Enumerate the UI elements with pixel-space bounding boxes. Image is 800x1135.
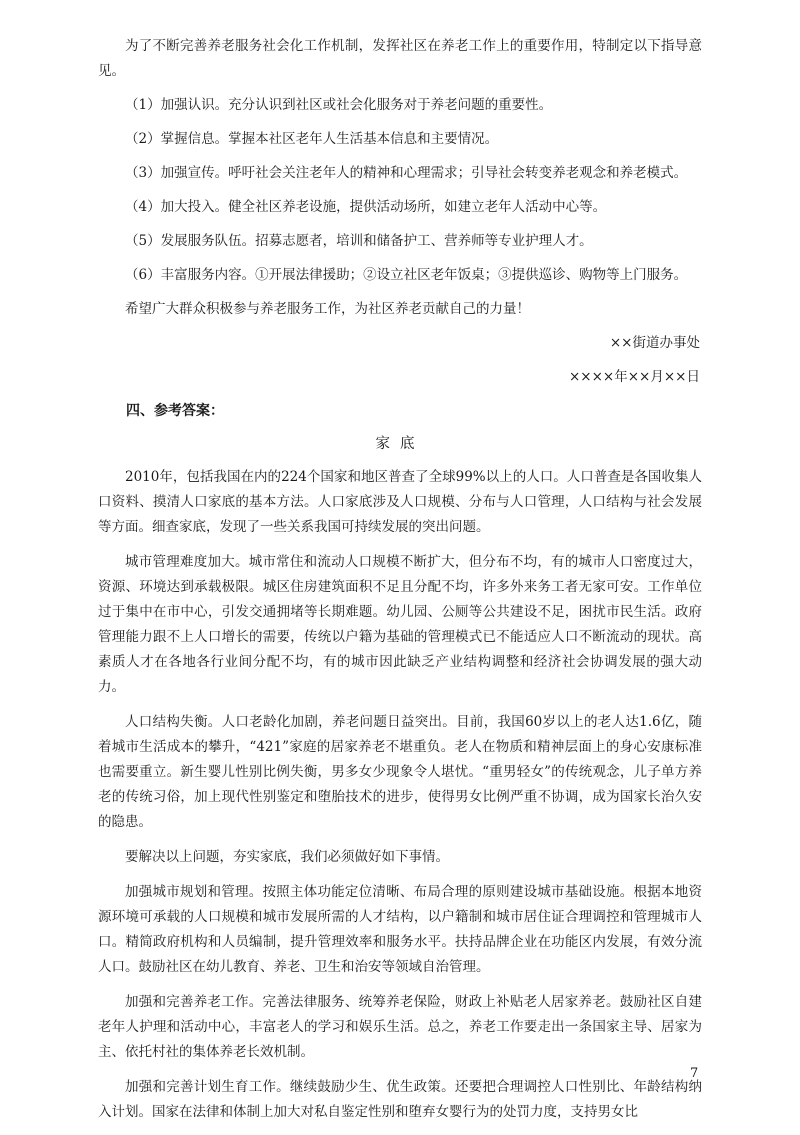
essay-paragraph-4: 要解决以上问题，夯实家底，我们必须做好如下事情。 (125, 849, 449, 865)
guideline-item-3: （3）加强宣传。呼吁社会关注老年人的精神和心理需求；引导社会转变养老观念和养老模式。 (125, 165, 688, 181)
intro-paragraph: 为了不断完善养老服务社会化工作机制，发挥社区在养老工作上的重要作用，特制定以下指导意见。 (98, 38, 702, 79)
page-number: 7 (690, 1066, 699, 1081)
essay-paragraph-6: 加强和完善养老工作。完善法律服务、统筹养老保险，财政上补贴老人居家养老。鼓励社区自建老年人护理和活动中心，丰富老人的学习和娱乐生活。总之，养老工作要走出一条国家主导、居家为主、依托村社的集体养老长效机制。 (98, 994, 702, 1060)
guideline-item-2: （2）掌握信息。掌握本社区老年人生活基本信息和主要情况。 (125, 131, 499, 147)
signature: ××街道办事处 (609, 335, 700, 351)
essay-paragraph-7: 加强和完善计划生育工作。继续鼓励少生、优生政策。还要把合理调控人口性别比、年龄结构纳入计划。国家在法律和体制上加大对私自鉴定性别和堕弃女婴行为的处罚力度，支持男女比 (98, 1079, 702, 1120)
essay-paragraph-5: 加强城市规划和管理。按照主体功能定位清晰、布局合理的原则建设城市基础设施。根据本地资源环境可承载的人口规模和城市发展所需的人才结构，以户籍制和城市居住证合理调控和管理城市人口。精简政府机构和人员编制，提升管理效率和服务水平。扶持品牌企业在功能区内发展，有效分流人口。鼓励社区在幼儿教育、养老、卫生和治安等领域自治管理。 (98, 884, 702, 975)
essay-paragraph-3: 人口结构失衡。人口老龄化加剧，养老问题日益突出。目前，我国60岁以上的老人达1.6亿，随着城市生活成本的攀升，“421”家庭的居家养老不堪重负。老人在物质和精神层面上的身心安康标准也需要重立。新生婴儿性别比例失衡，男多女少现象令人堪忧。“重男轻女”的传统观念，儿子单方养老的传统习俗，加上现代性别鉴定和堕胎技术的进步，使得男女比例严重不协调，成为国家长治久安的隐患。 (98, 714, 702, 830)
essay-title: 家底 (375, 436, 425, 452)
closing-paragraph: 希望广大群众积极参与养老服务工作，为社区养老贡献自己的力量！ (125, 301, 530, 317)
guideline-item-1: （1）加强认识。充分认识到社区或社会化服务对于养老问题的重要性。 (125, 97, 553, 113)
guideline-item-6: （6）丰富服务内容。①开展法律援助；②设立社区老年饭桌；③提供巡诊、购物等上门服务。 (125, 267, 688, 283)
guideline-item-5: （5）发展服务队伍。招募志愿者，培训和储备护工、营养师等专业护理人才。 (125, 233, 593, 249)
guideline-item-4: （4）加大投入。健全社区养老设施，提供活动场所，如建立老年人活动中心等。 (125, 199, 607, 215)
essay-paragraph-2: 城市管理难度加大。城市常住和流动人口规模不断扩大，但分布不均，有的城市人口密度过大，资源、环境达到承载极限。城区住房建筑面积不足且分配不均，许多外来务工者无家可安。工作单位过于集中在市中心，引发交通拥堵等长期难题。幼儿园、公厕等公共建设不足，困扰市民生活。政府管理能力跟不上人口增长的需要，传统以户籍为基础的管理模式已不能适应人口不断流动的现状。高素质人才在各地各行业间分配不均，有的城市因此缺乏产业结构调整和经济社会协调发展的强大动力。 (98, 554, 702, 695)
section-heading: 四、参考答案： (126, 403, 224, 419)
page-content (98, 34, 702, 1135)
essay-paragraph-1: 2010年，包括我国在内的224个国家和地区普查了全球99%以上的人口。人口普查是各国收集人口资料、摸清人口家底的基本方法。人口家底涉及人口规模、分布与人口管理，人口结构与社会发展等方面。细查家底，发现了一些关系我国可持续发展的突出问题。 (98, 469, 702, 535)
date: ××××年××月××日 (569, 369, 700, 385)
